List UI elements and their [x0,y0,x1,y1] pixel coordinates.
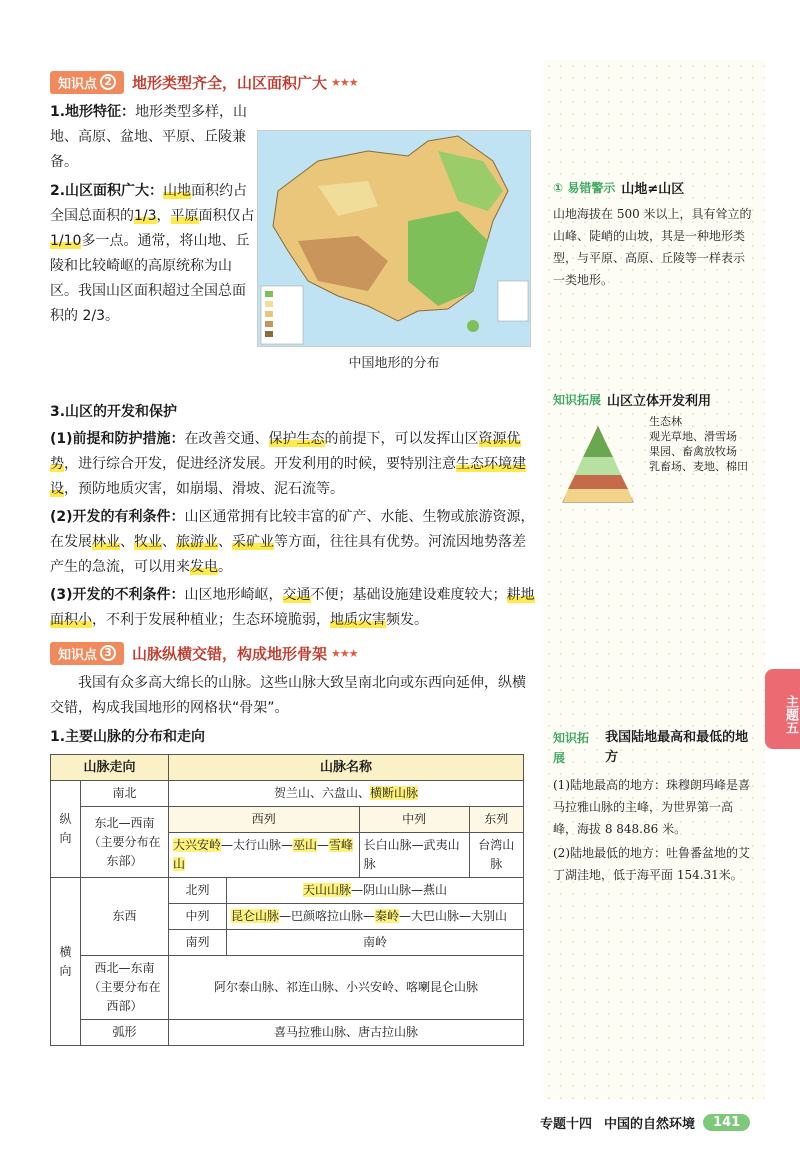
hl-kunlun: 昆仑山脉 [231,909,280,923]
page-number: 141 [703,1114,750,1131]
hl-tenth: 1/10 [50,233,82,249]
p2-sep2: 、 [162,534,176,550]
cell-xbdn: 西北—东南（主要分布在西部） [81,956,169,1020]
hl-plain: 平原 [170,208,199,224]
hl-mountain: 山地 [163,183,192,199]
kp2-top-block [50,100,535,400]
kp2-title: 地形类型齐全，山区面积广大 [132,73,328,92]
kp2-tag-label: 知识点 [58,76,98,92]
p2-sep1: 、 [120,534,134,550]
kp3-number: 3 [100,645,116,661]
hl-mining: 采矿业 [232,534,274,550]
p3-c: 不便；基础设施建设难度较大； [310,587,507,603]
box-vertical-title [553,390,755,409]
p1-heading: (1)前提和防护措施： [50,431,185,447]
cell-dongxi: 东西 [81,878,169,956]
s1-heading: 1.地形特征： [50,104,136,120]
p3-g: 频发。 [386,612,428,628]
cell-south: 南岭 [227,930,524,956]
hl-protect: 保护生态 [268,431,325,447]
label-grass: 观光草地、滑雪场 [649,430,737,443]
kp2-stars: ★★★ [331,75,358,89]
p1-e: ，进行综合开发，促进经济发展。开发利用的时候，要特别注意 [64,456,456,472]
cell-north [227,878,524,904]
box-highest-heading: 我国陆地最高和最低的地方 [605,730,749,765]
s2-heading: 2.山区面积广大： [50,183,164,199]
north-b: —阴山山脉—燕山 [351,883,448,897]
p2-para [50,505,535,580]
mountain-diagram-icon [553,417,643,507]
cell-mid2 [227,904,524,930]
hl-traffic: 交通 [282,587,311,603]
box-highest-p2: (2)陆地最低的地方：吐鲁番盆地的艾丁湖洼地，低于海平面 154.31米。 [553,846,750,882]
cell-nanbei-names [169,781,524,807]
hl-farmland: 耕地面积小 [50,587,535,628]
sidebar [543,60,765,1100]
row-south: 南列 [169,930,227,956]
s2-h: 多一点。通常，将山地、丘陵和比较崎岖的高原统称为山区。我国山区面积超过全国总面积的 2/3。 [50,233,250,324]
p1-a: 在改善交通、 [184,431,269,447]
footer-chapter: 专题十四 [540,1117,593,1132]
vertical-labels [649,415,748,473]
map-caption: 中国地形的分布 [348,356,440,371]
box-vertical [553,390,755,515]
hl-tourism: 旅游业 [176,534,218,550]
hl-daxinganling: 大兴安岭 [173,838,222,852]
hl-third: 1/3 [134,208,157,224]
box-vertical-tag: 知识拓展 [553,393,602,407]
col-mid: 中列 [359,807,469,833]
footer [540,1113,750,1132]
kp3-s1-heading: 1.主要山脉的分布和走向 [50,729,206,745]
vertical-diagram [553,415,755,515]
label-forest: 生态林 [649,415,682,428]
cell-hu: 弧形 [81,1020,169,1046]
s1-para [50,100,255,175]
hl-hengduan: 横断山脉 [370,786,419,800]
col-west: 西列 [169,807,360,833]
p1-g: ，预防地质灾害，如崩塌、滑坡、泥石流等。 [64,481,344,497]
kp3-tag [50,642,124,665]
box-mistake [553,178,755,291]
hl-power: 发电 [190,559,218,575]
kp3-tag-label: 知识点 [58,647,98,663]
west-d: — [317,838,330,852]
box-mistake-tag-label: 易错警示 [567,181,616,195]
kp3-header [50,641,535,665]
s2-f: 面积仅占 [198,208,255,224]
p3-a: 山区地形崎岖， [184,587,283,603]
p3-heading: (3)开发的不利条件： [50,587,185,603]
mountain-table [50,754,524,1046]
p1-para [50,427,535,502]
p2-k: 。 [218,559,232,575]
footer-title: 中国的自然环境 [604,1117,696,1132]
box-mistake-heading: 山地≠山区 [621,182,685,197]
p1-c: 的前提下，可以发挥山区 [324,431,479,447]
hl-qinling: 秦岭 [375,909,400,923]
kp2-tag [50,71,124,94]
west-b: —太行山脉— [221,838,294,852]
cell-dbxn: 东北—西南（主要分布在东部） [81,807,169,878]
map-graphic [258,131,531,347]
p3-para [50,583,535,633]
hl-forestry: 林业 [92,534,120,550]
box-mistake-text: 山地海拔在 500 米以上，具有耸立的山峰、陡峭的山坡，其是一种地形类型，与平原、高原、丘陵等一样表示一类地形。 [553,207,752,287]
p2-heading: (2)开发的有利条件： [50,509,185,525]
p2-a: 山区通常拥有比较丰富的矿产、水能、生物或旅游资源，在发展 [50,509,535,550]
box-mistake-tag: ① 易错警示 [553,181,616,195]
box-mistake-title [553,178,755,197]
theme-tab[interactable]: 主题五 [765,669,800,749]
hl-eco: 生态环境建设 [50,456,526,497]
nanbei-a: 贺兰山、六盘山、 [273,786,370,800]
box-highest-tag: 知识拓展 [553,731,590,765]
cell-zong: 纵向 [51,781,81,878]
hl-animal: 牧业 [134,534,162,550]
s2-para [50,179,255,329]
cell-mid: 长白山脉—武夷山脉 [359,833,469,878]
china-terrain-map [257,130,531,347]
kp2-number: 2 [100,74,116,90]
mid2-b: —巴颜喀拉山脉— [279,909,376,923]
hl-xuefeng: 雪峰山 [173,838,354,871]
kp2-header [50,70,535,94]
kp3-intro: 我国有众多高大绵长的山脉。这些山脉大致呈南北向或东西向延伸，纵横交错，构成我国地形的网格状“骨架”。 [50,675,526,716]
cell-hu-names: 喜马拉雅山脉、唐古拉山脉 [169,1020,524,1046]
col-east: 东列 [469,807,523,833]
label-orchard: 果园、畜禽放牧场 [649,445,737,458]
hl-resource: 资源优势 [50,431,521,472]
row-mid: 中列 [169,904,227,930]
box-highest [553,728,755,886]
s1-text: 地形类型多样，山地、高原、盆地、平原、丘陵兼备。 [50,104,248,170]
s3-heading: 3.山区的开发和保护 [50,404,178,420]
box-vertical-heading: 山区立体开发利用 [607,394,712,409]
mid2-d: —大巴山脉—大别山 [399,909,508,923]
label-dairy: 乳畜场、麦地、棉田 [649,460,748,473]
hl-disaster: 地质灾害 [330,612,386,628]
box-highest-p1: (1)陆地最高的地方：珠穆朗玛峰是喜马拉雅山脉的主峰，为世界第一高峰，海拔 8 848.86 米。 [553,778,750,836]
th-name: 山脉名称 [169,755,524,781]
cell-east: 台湾山脉 [469,833,523,878]
main-column [50,70,535,1046]
kp3-stars: ★★★ [331,646,358,660]
s2-d: ， [156,208,171,224]
p2-i: 等方面，往往具有优势。河流因地势落差产生的急流，可以用来 [50,534,526,575]
hl-tianshan: 天山山脉 [302,883,351,897]
s2-b: 面积约占全国总面积的 [50,183,248,224]
cell-nanbei: 南北 [81,781,169,807]
p2-sep3: 、 [218,534,232,550]
kp3-title: 山脉纵横交错，构成地形骨架 [132,644,328,663]
box-highest-title [553,728,755,768]
p3-e: ，不利于发展种植业；生态环境脆弱， [92,612,330,628]
cell-xbdn-names: 阿尔泰山脉、祁连山脉、小兴安岭、喀喇昆仑山脉 [169,956,524,1020]
hl-wushan: 巫山 [293,838,318,852]
cell-heng: 横向 [51,878,81,1046]
row-north: 北列 [169,878,227,904]
th-direction: 山脉走向 [51,755,169,781]
cell-west [169,833,360,878]
